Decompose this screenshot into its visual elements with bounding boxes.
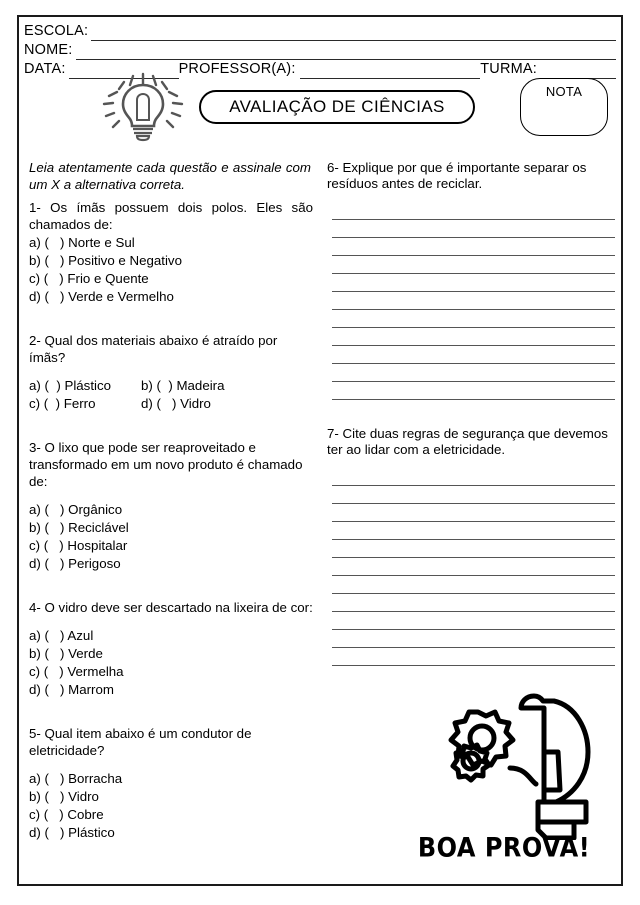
alt-option[interactable]: a) ( ) Plástico — [29, 378, 112, 393]
alt-option[interactable]: a) ( ) Borracha — [29, 771, 123, 786]
spacer — [23, 573, 323, 599]
name-label: NOME: — [24, 42, 73, 58]
spacer — [323, 400, 619, 426]
answer-line[interactable] — [332, 594, 615, 612]
alt-option[interactable]: a) ( ) Norte e Sul — [29, 235, 135, 250]
page-title: AVALIAÇÃO DE CIÊNCIAS — [229, 97, 445, 116]
question-5 — [29, 725, 323, 842]
question-2-text: 2- Qual dos materiais abaixo é atraído por ímãs? — [29, 333, 278, 365]
question-1-alternatives — [29, 234, 323, 306]
alt-option[interactable]: d) ( ) Vidro — [141, 396, 211, 411]
name-field-row — [24, 41, 616, 60]
right-column — [323, 160, 619, 666]
question-6-answer-lines — [323, 202, 619, 400]
alt-option[interactable]: c) ( ) Ferro — [29, 396, 96, 411]
answer-line[interactable] — [332, 202, 615, 220]
question-7-text: 7- Cite duas regras de segurança que devemos ter ao lidar com a eletricidade. — [327, 426, 608, 457]
alt-option[interactable]: b) ( ) Vidro — [29, 789, 99, 804]
question-6 — [323, 160, 619, 400]
question-6-text: 6- Explique por que é importante separar os resíduos antes de reciclar. — [327, 160, 587, 191]
question-3-alternatives — [29, 501, 323, 573]
date-label: DATA: — [24, 61, 66, 77]
grade-box[interactable] — [520, 78, 608, 136]
question-4-alternatives — [29, 627, 323, 699]
name-write-line[interactable] — [76, 46, 616, 60]
alt-option[interactable]: a) ( ) Azul — [29, 628, 94, 643]
alt-option[interactable]: b) ( ) Madeira — [141, 378, 225, 393]
lightbulb-icon — [100, 72, 186, 142]
school-label: ESCOLA: — [24, 23, 89, 39]
answer-line[interactable] — [332, 558, 615, 576]
alt-option[interactable]: c) ( ) Vermelha — [29, 664, 124, 679]
alt-option[interactable]: a) ( ) Orgânico — [29, 502, 123, 517]
question-5-alternatives — [29, 770, 323, 842]
alt-option[interactable]: d) ( ) Perigoso — [29, 556, 121, 571]
teacher-label: PROFESSOR(A): — [178, 61, 296, 77]
question-7 — [323, 426, 619, 666]
answer-line[interactable] — [332, 274, 615, 292]
spacer — [29, 616, 323, 626]
answer-line[interactable] — [332, 328, 615, 346]
answer-line[interactable] — [332, 382, 615, 400]
question-2-alternatives — [29, 377, 323, 413]
question-4-text: 4- O vidro deve ser descartado na lixeira de cor: — [29, 600, 313, 615]
alt-option[interactable]: c) ( ) Cobre — [29, 807, 104, 822]
boa-prova-label: BOA PROVA! — [417, 832, 591, 864]
spacer — [29, 759, 323, 769]
question-4 — [29, 599, 323, 699]
alt-option[interactable]: b) ( ) Verde — [29, 646, 103, 661]
school-field-row — [24, 22, 616, 41]
answer-line[interactable] — [332, 504, 615, 522]
question-1-text: 1- Os ímãs possuem dois polos. Eles são chamados de: — [29, 200, 313, 232]
answer-line[interactable] — [332, 220, 615, 238]
question-3 — [29, 439, 323, 573]
title-band — [24, 72, 616, 142]
answer-line[interactable] — [332, 256, 615, 274]
header-fields — [24, 22, 616, 79]
footer-graphic — [404, 690, 614, 875]
alt-row — [29, 377, 323, 395]
spacer — [23, 306, 323, 332]
question-5-text: 5- Qual item abaixo é um condutor de eletricidade? — [29, 726, 252, 758]
answer-line[interactable] — [332, 364, 615, 382]
question-7-answer-lines — [323, 468, 619, 666]
alt-option[interactable]: d) ( ) Marrom — [29, 682, 114, 697]
grade-label: NOTA — [545, 84, 583, 99]
answer-line[interactable] — [332, 522, 615, 540]
spacer — [29, 490, 323, 500]
alt-row — [29, 395, 323, 413]
alt-option[interactable]: c) ( ) Frio e Quente — [29, 271, 149, 286]
spacer — [23, 413, 323, 439]
spacer — [23, 699, 323, 725]
alt-option[interactable]: d) ( ) Verde e Vermelho — [29, 289, 174, 304]
lightbulb-with-gears-icon — [426, 690, 591, 840]
instructions-text: Leia atentamente cada questão e assinale com um X a alternativa correta. — [29, 160, 311, 192]
answer-line[interactable] — [332, 540, 615, 558]
answer-line[interactable] — [332, 310, 615, 328]
school-write-line[interactable] — [91, 27, 616, 41]
alt-option[interactable]: c) ( ) Hospitalar — [29, 538, 128, 553]
answer-line[interactable] — [332, 612, 615, 630]
answer-line[interactable] — [332, 630, 615, 648]
exam-title-pill — [199, 90, 475, 124]
answer-line[interactable] — [332, 468, 615, 486]
alt-option[interactable]: b) ( ) Reciclável — [29, 520, 129, 535]
answer-line[interactable] — [332, 576, 615, 594]
answer-line[interactable] — [332, 346, 615, 364]
answer-line[interactable] — [332, 292, 615, 310]
answer-line[interactable] — [332, 238, 615, 256]
spacer — [29, 366, 323, 376]
alt-option[interactable]: d) ( ) Plástico — [29, 825, 115, 840]
alt-option[interactable]: b) ( ) Positivo e Negativo — [29, 253, 182, 268]
answer-line[interactable] — [332, 648, 615, 666]
question-3-text: 3- O lixo que pode ser reaproveitado e transformado em um novo produto é chamado de: — [29, 440, 303, 489]
question-1 — [29, 199, 323, 306]
answer-line[interactable] — [332, 486, 615, 504]
class-label: TURMA: — [480, 61, 537, 77]
question-2 — [29, 332, 323, 413]
left-column — [23, 160, 323, 842]
